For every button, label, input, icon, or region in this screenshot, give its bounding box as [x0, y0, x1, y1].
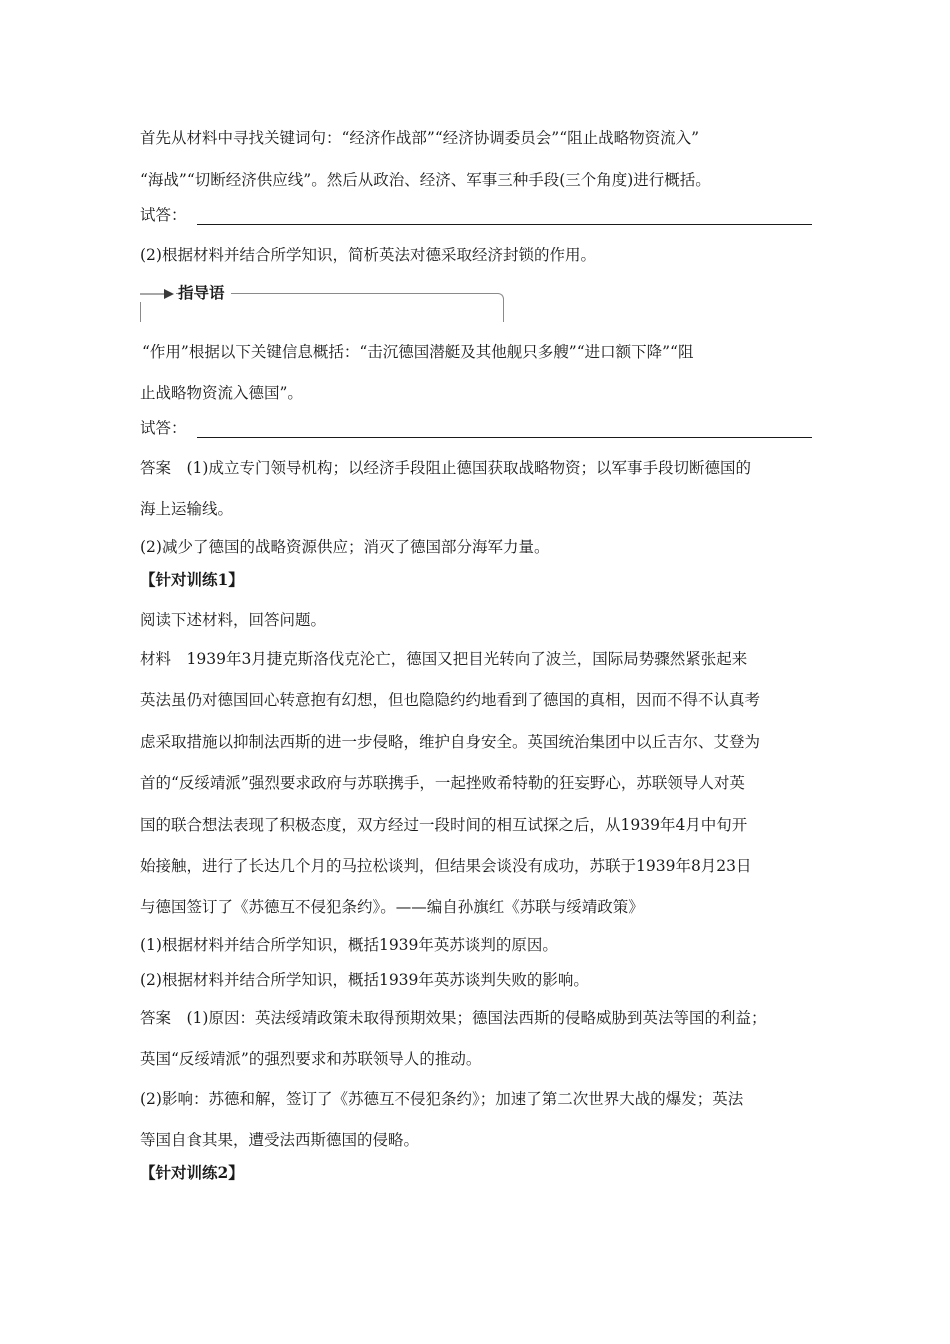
guide-label: 指导语 [178, 283, 231, 303]
material-line: 首的“反绥靖派”强烈要求政府与苏联携手，一起挫败希特勒的狂妄野心，苏联领导人对英 [140, 774, 745, 792]
material-line: 材料 1939年3月捷克斯洛伐克沦亡，德国又把目光转向了波兰，国际局势骤然紧张起来 [140, 650, 748, 668]
arrow-right-icon [140, 286, 176, 302]
material-line: 虑采取措施以抑制法西斯的进一步侵略，维护自身安全。英国统治集团中以丘吉尔、艾登为 [140, 733, 761, 751]
answer-line: 答案 (1)原因：英法绥靖政策未取得预期效果；德国法西斯的侵略威胁到英法等国的利益； [140, 1009, 767, 1027]
guide-box [140, 282, 504, 322]
question-2: (2)根据材料并结合所学知识，简析英法对德采取经济封锁的作用。 [140, 246, 596, 264]
training-1-question-2: (2)根据材料并结合所学知识，概括1939年英苏谈判失败的影响。 [140, 971, 589, 989]
material-line: 英法虽仍对德国回心转意抱有幻想，但也隐隐约约地看到了德国的真相，因而不得不认真考 [140, 691, 761, 709]
training-2-title: 【针对训练2】 [140, 1163, 244, 1182]
guide-line: 止战略物资流入德国”。 [140, 384, 303, 402]
training-1-question-1: (1)根据材料并结合所学知识，概括1939年英苏谈判的原因。 [140, 936, 558, 954]
answer-underline [197, 423, 812, 438]
answer-label: 试答： [140, 419, 187, 437]
material-line: 始接触，进行了长达几个月的马拉松谈判，但结果会谈没有成功，苏联于1939年8月23日 [140, 857, 752, 875]
answer-line: 英国“反绥靖派”的强烈要求和苏联领导人的推动。 [140, 1050, 482, 1068]
hint-line: “海战”“切断经济供应线”。然后从政治、经济、军事三种手段(三个角度)进行概括。 [140, 171, 711, 189]
answer-blank-2[interactable] [140, 418, 812, 438]
material-line: 国的联合想法表现了积极态度，双方经过一段时间的相互试探之后，从1939年4月中旬开 [140, 816, 748, 834]
hint-line: 首先从材料中寻找关键词句：“经济作战部”“经济协调委员会”“阻止战略物资流入” [140, 129, 700, 147]
material-line: 与德国签订了《苏德互不侵犯条约》。——编自孙旗红《苏联与绥靖政策》 [140, 898, 644, 916]
answer-blank-1[interactable] [140, 205, 812, 225]
training-1-instruction: 阅读下述材料，回答问题。 [140, 611, 327, 629]
answer-line: 答案 (1)成立专门领导机构；以经济手段阻止德国获取战略物资；以军事手段切断德国的 [140, 459, 751, 477]
answer-line: 海上运输线。 [140, 500, 234, 518]
answer-line: 等国自食其果，遭受法西斯德国的侵略。 [140, 1131, 420, 1149]
answer-line: (2)影响：苏德和解，签订了《苏德互不侵犯条约》；加速了第二次世界大战的爆发；英法 [140, 1090, 744, 1108]
training-1-title: 【针对训练1】 [140, 570, 244, 589]
guide-line: “作用”根据以下关键信息概括：“击沉德国潜艇及其他舰只多艘”“进口额下降”“阻 [142, 343, 694, 361]
answer-line: (2)减少了德国的战略资源供应；消灭了德国部分海军力量。 [140, 538, 550, 556]
answer-label: 试答： [140, 206, 187, 224]
answer-underline [197, 210, 812, 225]
